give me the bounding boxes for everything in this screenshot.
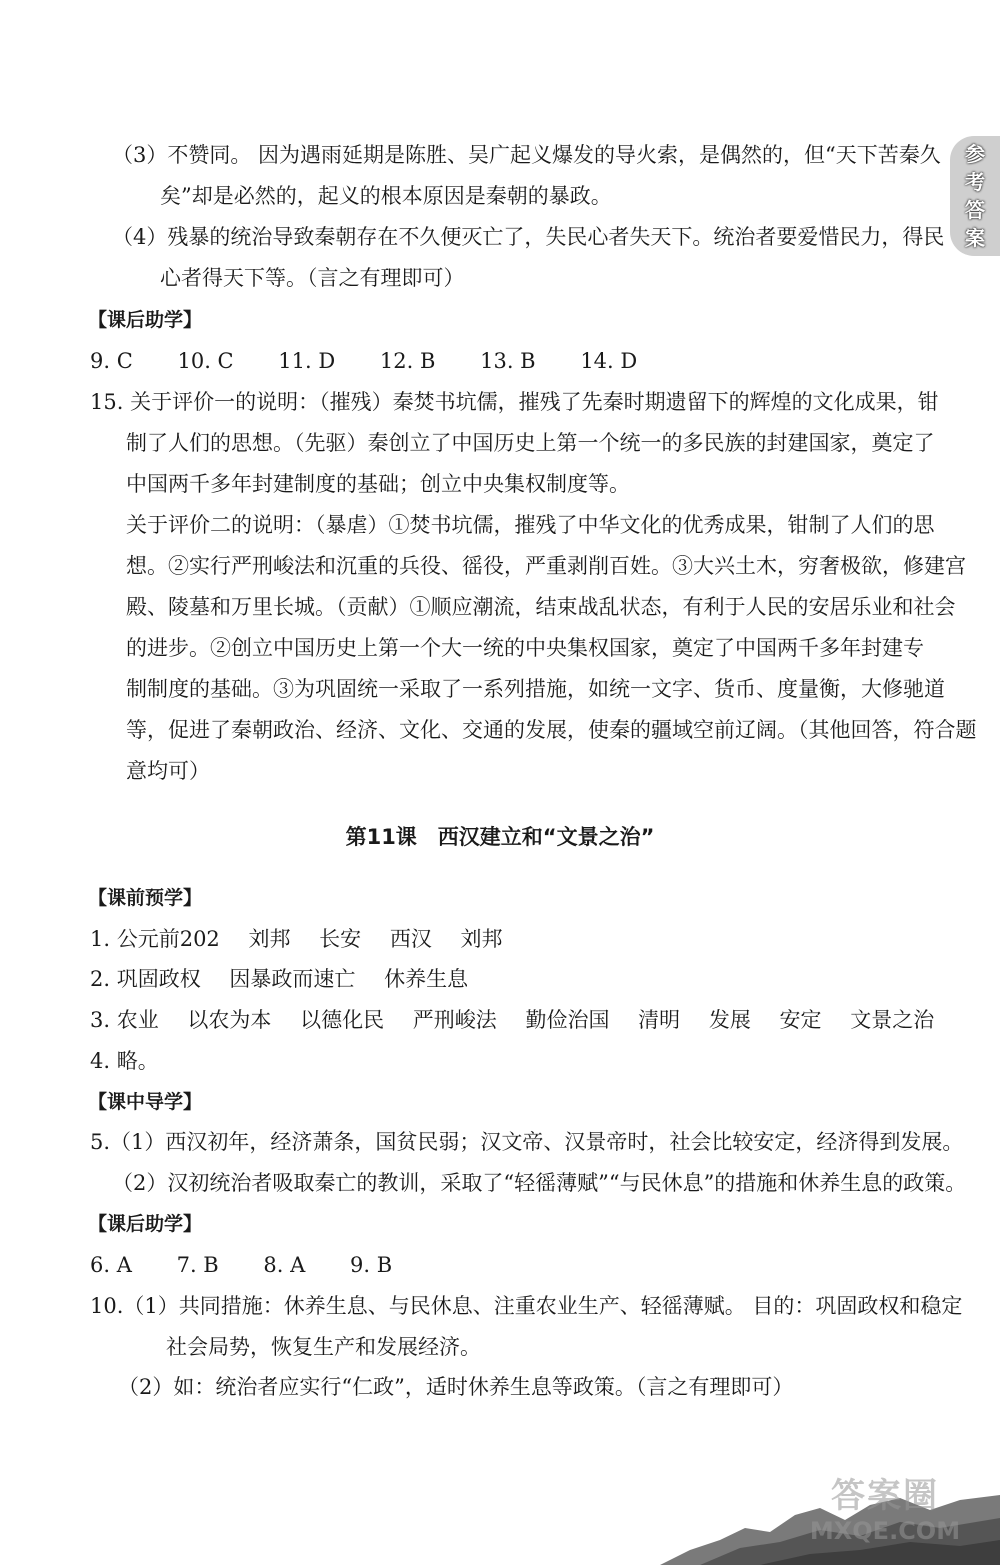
answer-item: 清明 bbox=[638, 1008, 681, 1032]
answer-item: 7. B bbox=[176, 1253, 219, 1277]
q10-part-2: （2）如：统治者应实行“仁政”，适时休养生息等政策。（言之有理即可） bbox=[118, 1375, 794, 1399]
answer-item: 严刑峻法 bbox=[412, 1008, 497, 1032]
answer-item: 9. C bbox=[90, 349, 133, 373]
q15-line-5: 想。②实行严刑峻法和沉重的兵役、徭役，严重剥削百姓。③大兴土木，穷奢极欲，修建宫 bbox=[126, 554, 966, 578]
answer-item: 勤俭治国 bbox=[525, 1008, 610, 1032]
section-heading-after-class: 【课后助学】 bbox=[88, 309, 203, 331]
q4-line-2: 心者得天下等。（言之有理即可） bbox=[160, 266, 465, 290]
answer-item: 因暴政而速亡 bbox=[229, 967, 356, 991]
q10-part-1-line-1: 10.（1）共同措施：休养生息、与民休息、注重农业生产、轻徭薄赋。 目的：巩固政权和稳定 bbox=[90, 1294, 963, 1318]
answer-item: 10. C bbox=[177, 349, 234, 373]
q15-line-4: 关于评价二的说明：（暴虐）①焚书坑儒，摧残了中华文化的优秀成果，钳制了人们的思 bbox=[126, 513, 935, 537]
answer-item: 9. B bbox=[350, 1253, 393, 1277]
q15-line-1: 15. 关于评价一的说明：（摧残）秦焚书坑儒，摧残了先秦时期遗留下的辉煌的文化成果，钳 bbox=[90, 390, 939, 414]
watermark-url: MXQE.COM bbox=[809, 1517, 961, 1545]
answer-item: 13. B bbox=[480, 349, 536, 373]
q15-line-2: 制了人们的思想。（先驱）秦创立了中国历史上第一个统一的多民族的封建国家，奠定了 bbox=[126, 431, 935, 455]
q3-line-1: （3）不赞同。 因为遇雨延期是陈胜、吴广起义爆发的导火索，是偶然的，但“天下苦秦久 bbox=[112, 143, 941, 167]
answer-item: 安定 bbox=[779, 1008, 822, 1032]
q15-line-8: 制制度的基础。③为巩固统一采取了一系列措施，如统一文字、货币、度量衡，大修驰道 bbox=[126, 677, 945, 701]
lesson-title: 第11课 西汉建立和“文景之治” bbox=[345, 825, 655, 849]
answer-item: 14. D bbox=[580, 349, 638, 373]
answer-item: 3. 农业 bbox=[90, 1008, 159, 1032]
answer-item: 长安 bbox=[319, 927, 362, 951]
q5-part-1: 5.（1）西汉初年，经济萧条，国贫民弱；汉文帝、汉景帝时，社会比较安定，经济得到发展。 bbox=[90, 1130, 964, 1154]
answer-item: 6. A bbox=[90, 1253, 132, 1277]
answer-item: 以农为本 bbox=[187, 1008, 272, 1032]
q4-line-1: （4）残暴的统治导致秦朝存在不久便灭亡了，失民心者失天下。统治者要爱惜民力，得民 bbox=[112, 225, 945, 249]
tab-char: 参 bbox=[965, 142, 985, 166]
answer-row bbox=[90, 1251, 392, 1279]
tab-char: 考 bbox=[965, 170, 985, 194]
section-heading-in-class: 【课中导学】 bbox=[88, 1091, 203, 1113]
q1-answers bbox=[90, 925, 525, 953]
answer-item: 1. 公元前202 bbox=[90, 927, 220, 951]
q4-answer: 4. 略。 bbox=[90, 1049, 159, 1073]
answer-item: 以德化民 bbox=[300, 1008, 385, 1032]
q15-line-6: 殿、陵墓和万里长城。（贡献）①顺应潮流，结束战乱状态，有利于人民的安居乐业和社会 bbox=[126, 595, 956, 619]
q10-part-1-line-2: 社会局势，恢复生产和发展经济。 bbox=[166, 1335, 481, 1359]
watermark bbox=[790, 1475, 980, 1555]
q2-answers bbox=[90, 965, 490, 993]
q15-line-7: 的进步。②创立中国历史上第一个大一统的中央集权国家，奠定了中国两千多年封建专 bbox=[126, 636, 924, 660]
q3-answers bbox=[90, 1006, 956, 1034]
q5-part-2: （2）汉初统治者吸取秦亡的教训，采取了“轻徭薄赋”“与民休息”的措施和休养生息的政策。 bbox=[112, 1171, 967, 1195]
q15-line-10: 意均可） bbox=[126, 759, 210, 783]
answer-item: 2. 巩固政权 bbox=[90, 967, 201, 991]
answer-item: 刘邦 bbox=[248, 927, 291, 951]
answer-item: 文景之治 bbox=[850, 1008, 935, 1032]
section-heading-pre-class: 【课前预学】 bbox=[88, 887, 203, 909]
answer-item: 休养生息 bbox=[384, 967, 469, 991]
watermark-logo: 答案圈 bbox=[831, 1476, 939, 1516]
q3-line-2: 矣”却是必然的，起义的根本原因是秦朝的暴政。 bbox=[160, 184, 612, 208]
reference-answers-tab bbox=[950, 136, 1000, 256]
answer-row bbox=[90, 347, 637, 375]
answer-item: 西汉 bbox=[389, 927, 432, 951]
q15-line-3: 中国两千多年封建制度的基础；创立中央集权制度等。 bbox=[126, 472, 630, 496]
q15-line-9: 等，促进了秦朝政治、经济、文化、交通的发展，使秦的疆域空前辽阔。（其他回答，符合题 bbox=[126, 718, 977, 742]
answer-item: 发展 bbox=[708, 1008, 751, 1032]
answer-item: 刘邦 bbox=[460, 927, 503, 951]
answer-item: 12. B bbox=[379, 349, 436, 373]
tab-char: 答 bbox=[965, 198, 985, 222]
section-heading-after-class: 【课后助学】 bbox=[88, 1213, 203, 1235]
answer-item: 8. A bbox=[263, 1253, 306, 1277]
answer-item: 11. D bbox=[278, 349, 336, 373]
tab-char: 案 bbox=[965, 226, 985, 250]
